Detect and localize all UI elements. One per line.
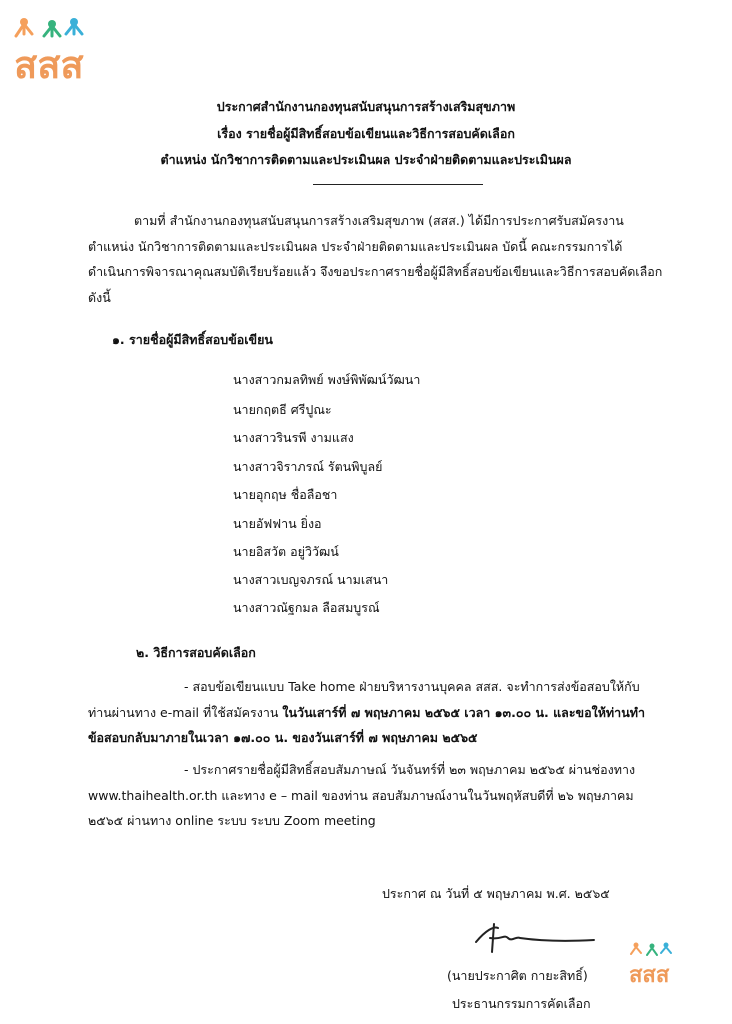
candidate-name: นางสาวณัฐกมล ลือสมบูรณ์ <box>233 600 380 615</box>
star-icons <box>16 18 82 36</box>
candidate-name: นายอัฟฟาน ยิ่งอ <box>233 516 322 531</box>
signer-name: (นายประกาศิต กายะสิทธิ์) <box>447 968 588 983</box>
candidate-name: นางสาวจิราภรณ์ รัตนพิบูลย์ <box>233 459 383 474</box>
method-line-1: - สอบข้อเขียนแบบ Take home ฝ่ายบริหารงานบุคคล สสส. จะทำการส่งข้อสอบให้กับ <box>184 679 640 694</box>
interview-line-3: ๒๕๖๕ ผ่านทาง online ระบบ ระบบ Zoom meeting <box>88 813 376 828</box>
candidate-name: นางสาวรินรพี งามแสง <box>233 430 354 445</box>
intro-line-4: ดังนี้ <box>88 289 111 305</box>
announcement-title: ประกาศสำนักงานกองทุนสนับสนุนการสร้างเสริมสุขภาพ <box>216 99 516 114</box>
section-1-title: ๑. รายชื่อผู้มีสิทธิ์สอบข้อเขียน <box>112 332 273 347</box>
candidate-name: นายอุกฤษ ชื่อลือชา <box>233 487 338 502</box>
announcement-date: ประกาศ ณ วันที่ ๕ พฤษภาคม พ.ศ. ๒๕๖๕ <box>382 886 610 901</box>
announcement-position: ตำแหน่ง นักวิชาการติดตามและประเมินผล ประจำฝ่ายติดตามและประเมินผล <box>160 152 572 167</box>
signer-position: ประธานกรรมการคัดเลือก <box>452 996 591 1011</box>
thaihealth-logo-small <box>628 938 694 988</box>
exam-date-highlight: ในวันเสาร์ที่ ๗ พฤษภาคม ๒๕๖๕ เวลา ๑๓.๐๐ น. และขอให้ท่านทำ <box>282 704 645 720</box>
candidate-name: นางสาวกมลทิพย์ พงษ์พิพัฒน์วัฒนา <box>233 372 421 387</box>
section-2-title: ๒. วิธีการสอบคัดเลือก <box>136 645 256 660</box>
interview-line-1: - ประกาศรายชื่อผู้มีสิทธิ์สอบสัมภาษณ์ วันจันทร์ที่ ๒๓ พฤษภาคม ๒๕๖๕ ผ่านช่องทาง <box>184 762 636 777</box>
interview-line-2: www.thaihealth.or.th และทาง e – mail ของท่าน สอบสัมภาษณ์งานในวันพฤหัสบดีที่ ๒๖ พฤษภาคม <box>88 787 634 803</box>
method-line-2-text: ท่านผ่านทาง e-mail ที่ใช้สมัครงาน <box>88 704 283 720</box>
logo-text-small: สสส <box>629 963 670 988</box>
exam-method-paragraph <box>88 674 708 751</box>
thaihealth-logo <box>12 10 124 84</box>
intro-paragraph <box>88 208 708 310</box>
star-icons-small <box>631 943 671 956</box>
candidate-name: นายอิสวัต อยู่วิวัฒน์ <box>233 544 339 559</box>
method-line-3: ข้อสอบกลับมาภายในเวลา ๑๗.๐๐ น. ของวันเสาร์ที่ ๗ พฤษภาคม ๒๕๖๕ <box>88 730 478 745</box>
header-divider <box>313 184 483 185</box>
signature-image <box>468 920 598 956</box>
candidate-name: นายกฤตธี ศรีปูณะ <box>233 402 332 417</box>
intro-line-3: ดำเนินการพิจารณาคุณสมบัติเรียบร้อยแล้ว จึงขอประกาศรายชื่อผู้มีสิทธิ์สอบข้อเขียนและวิธีการสอบคัดเลือก <box>88 264 663 279</box>
method-line-2 <box>88 700 708 726</box>
intro-line-1: ตามที่ สำนักงานกองทุนสนับสนุนการสร้างเสริมสุขภาพ (สสส.) ได้มีการประกาศรับสมัครงาน <box>134 213 624 228</box>
candidate-name: นางสาวเบญจภรณ์ นามเสนา <box>233 572 389 587</box>
interview-paragraph <box>88 757 708 834</box>
intro-line-2: ตำแหน่ง นักวิชาการติดตามและประเมินผล ประจำฝ่ายติดตามและประเมินผล บัดนี้ คณะกรรมการได้ <box>88 238 623 254</box>
logo-text: สสส <box>14 43 84 84</box>
announcement-subject: เรื่อง รายชื่อผู้มีสิทธิ์สอบข้อเขียนและวิธีการสอบคัดเลือก <box>217 126 515 141</box>
